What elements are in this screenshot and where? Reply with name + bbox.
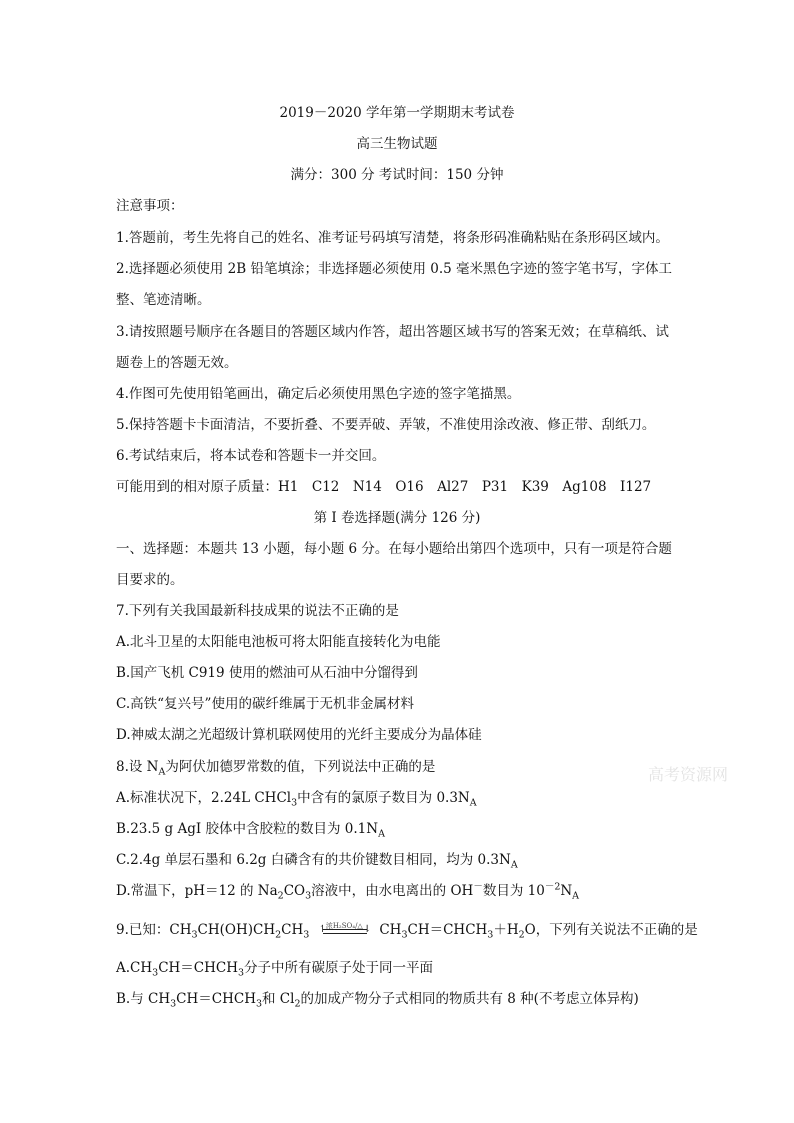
exam-title: 2019－2020 学年第一学期期末考试卷 bbox=[279, 105, 515, 121]
note-item-5: 5.保持答题卡卡面清洁，不要折叠、不要弄破、弄皱，不准使用涂改液、修正带、刮纸刀。 bbox=[116, 417, 656, 433]
q7-stem: 7.下列有关我国最新科技成果的说法不正确的是 bbox=[116, 603, 399, 619]
section-intro-cont: 目要求的。 bbox=[116, 572, 184, 588]
q8-option-c: C.2.4g 单层石墨和 6.2g 白磷含有的共价键数目相同，均为 $0.3N_A$ bbox=[116, 852, 518, 871]
note-item-1: 1.答题前，考生先将自己的姓名、准考证号码填写清楚，将条形码准确粘贴在条形码区域内。 bbox=[116, 230, 669, 246]
watermark: 高考资源网 bbox=[648, 765, 729, 784]
note-item-2: 2.选择题必须使用 2B 铅笔填涂；非选择题必须使用 0.5 毫米黑色字迹的签字笔书写，字体工 bbox=[116, 261, 673, 277]
q7-option-a: A.北斗卫星的太阳能电池板可将太阳能直接转化为电能 bbox=[116, 634, 441, 650]
q8-stem: 8.设 $N_A$为阿伏加德罗常数的值，下列说法中正确的是 bbox=[116, 759, 436, 778]
atomic-masses: 可能用到的相对原子质量：H1 C12 N14 O16 Al27 P31 K39 Ag108 I127 bbox=[116, 479, 652, 495]
q9-option-a: $A.CH_3CH=CHCH_3$分子中所有碳原子处于同一平面 bbox=[116, 960, 434, 979]
q8-option-a: A.标准状况下，2.24L CHCl$_3$中含有的氯原子数目为 $0.3N_A$ bbox=[116, 790, 477, 809]
note-item-2-cont: 整、笔迹清晰。 bbox=[116, 292, 211, 308]
section-title: 第 I 卷选择题(满分 126 分) bbox=[313, 510, 481, 526]
q9-stem: 9.已知：$CH_3CH(OH)CH_2CH_3$ 浓H₂SO₄/△ ↿ ⇂ $CH_3CH=CHCH_3+H_2O$，下列有关说法不正确的是 bbox=[116, 920, 698, 940]
q9-option-b: B.与 $CH_3CH=CHCH_3$和 $Cl_2$的加成产物分子式相同的物质共有 8 种(不考虑立体异构) bbox=[116, 991, 639, 1010]
q7-option-c: C.高铁“复兴号”使用的碳纤维属于无机非金属材料 bbox=[116, 696, 414, 712]
exam-meta: 满分：300 分 考试时间：150 分钟 bbox=[290, 167, 504, 183]
notes-heading: 注意事项： bbox=[116, 198, 184, 214]
note-item-4: 4.作图可先使用铅笔画出，确定后必须使用黑色字迹的签字笔描黑。 bbox=[116, 386, 521, 402]
q7-option-b: B.国产飞机 C919 使用的燃油可从石油中分馏得到 bbox=[116, 665, 418, 681]
note-item-3-cont: 题卷上的答题无效。 bbox=[116, 355, 238, 371]
note-item-3: 3.请按照题号顺序在各题目的答题区域内作答，超出答题区域书写的答案无效；在草稿纸、试 bbox=[116, 324, 669, 340]
reversible-arrow-icon: 浓H₂SO₄/△ ↿ ⇂ bbox=[315, 923, 373, 939]
section-intro: 一、选择题：本题共 13 小题，每小题 6 分。在每小题给出第四个选项中，只有一项是符合题 bbox=[116, 541, 672, 557]
exam-subtitle: 高三生物试题 bbox=[356, 136, 438, 152]
note-item-6: 6.考试结束后，将本试卷和答题卡一并交回。 bbox=[116, 448, 386, 464]
q8-option-b: B.23.5 g AgI 胶体中含胶粒的数目为 $0.1N_A$ bbox=[116, 821, 385, 840]
q7-option-d: D.神威太湖之光超级计算机联网使用的光纤主要成分为晶体硅 bbox=[116, 727, 482, 743]
q8-option-d: D.常温下，pH＝12 的 $Na_2CO_3$溶液中，由水电离出的 OH－数目为 $10^{-2}N_A$ bbox=[116, 881, 580, 902]
reaction-condition: 浓H₂SO₄/△ bbox=[325, 921, 363, 930]
